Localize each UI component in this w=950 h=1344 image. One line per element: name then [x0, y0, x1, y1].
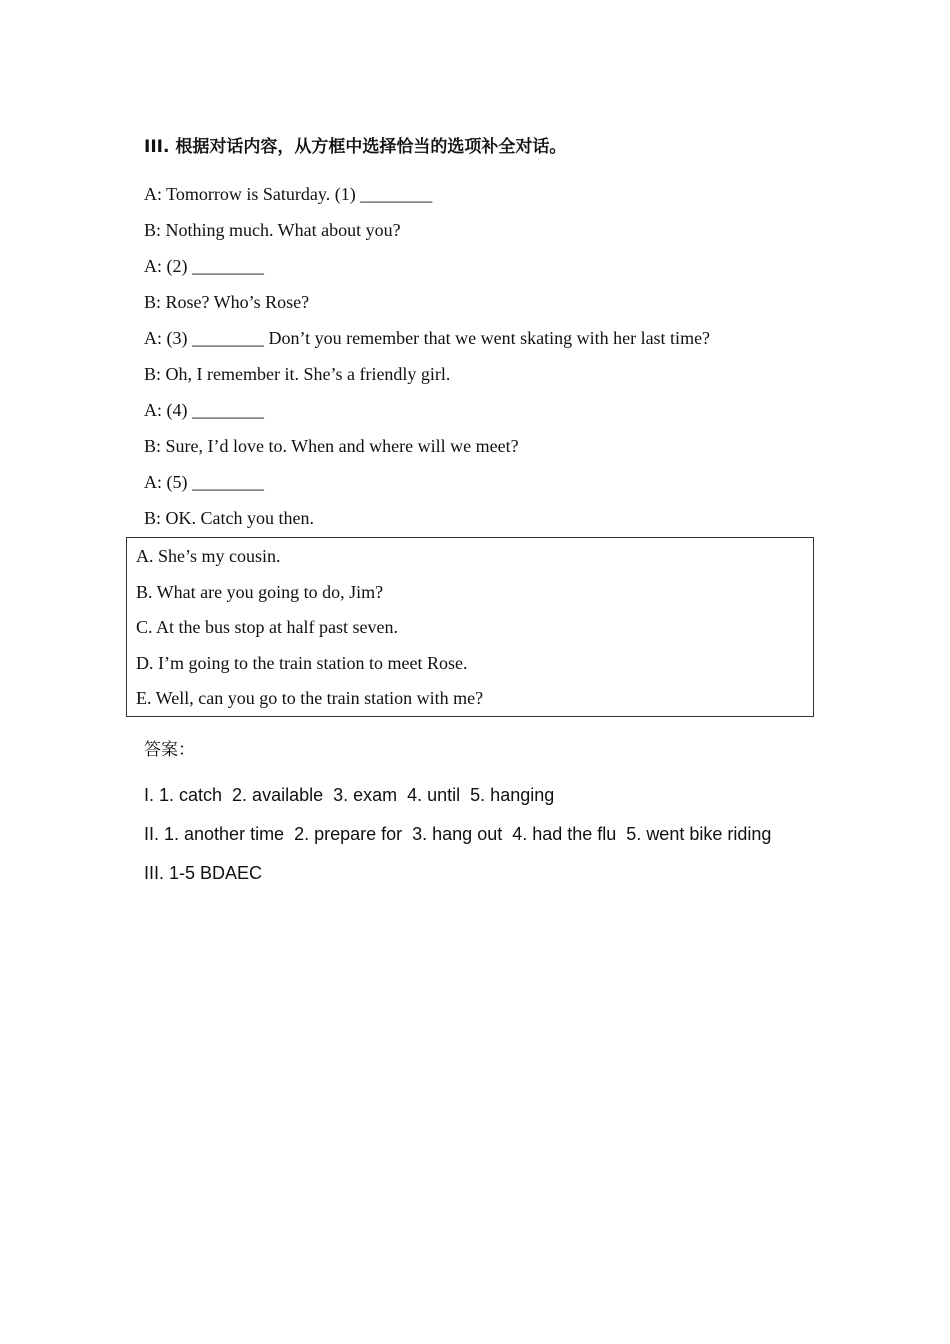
answer-title: 答案： — [144, 740, 195, 760]
option-d: D. I’m going to the train station to meet Rose. — [136, 652, 468, 673]
answer-line-part-3: III. 1-5 BDAEC — [144, 863, 263, 883]
section-title: III. 根据对话内容，从方框中选择恰当的选项补全对话。 — [144, 137, 567, 157]
dialogue — [144, 176, 824, 536]
option-a: A. She’s my cousin. — [136, 546, 281, 566]
dialogue-line: B: Sure, I’d love to. When and where will we meet? — [144, 436, 519, 456]
dialogue-line: B: Oh, I remember it. She’s a friendly girl. — [144, 364, 451, 384]
options-box — [126, 537, 814, 717]
dialogue-line: B: Nothing much. What about you? — [144, 220, 401, 240]
dialogue-line: A: (4) ________ — [144, 400, 264, 420]
answer-line-part-1: I. 1. catch 2. available 3. exam 4. until 5. hanging — [144, 785, 555, 805]
dialogue-line: B: OK. Catch you then. — [144, 508, 314, 528]
dialogue-line: A: (3) ________ Don’t you remember that we went skating with her last time? — [144, 328, 711, 348]
dialogue-line: A: (5) ________ — [144, 472, 264, 492]
option-b: B. What are you going to do, Jim? — [136, 581, 384, 602]
answer-line-part-2: II. 1. another time 2. prepare for 3. hang out 4. had the flu 5. went bike riding — [144, 824, 772, 844]
option-e: E. Well, can you go to the train station with me? — [136, 688, 484, 708]
dialogue-line: B: Rose? Who’s Rose? — [144, 292, 310, 312]
option-c: C. At the bus stop at half past seven. — [136, 617, 398, 637]
answers — [144, 776, 844, 893]
dialogue-line: A: (2) ________ — [144, 256, 264, 276]
dialogue-line: A: Tomorrow is Saturday. (1) ________ — [144, 184, 433, 204]
